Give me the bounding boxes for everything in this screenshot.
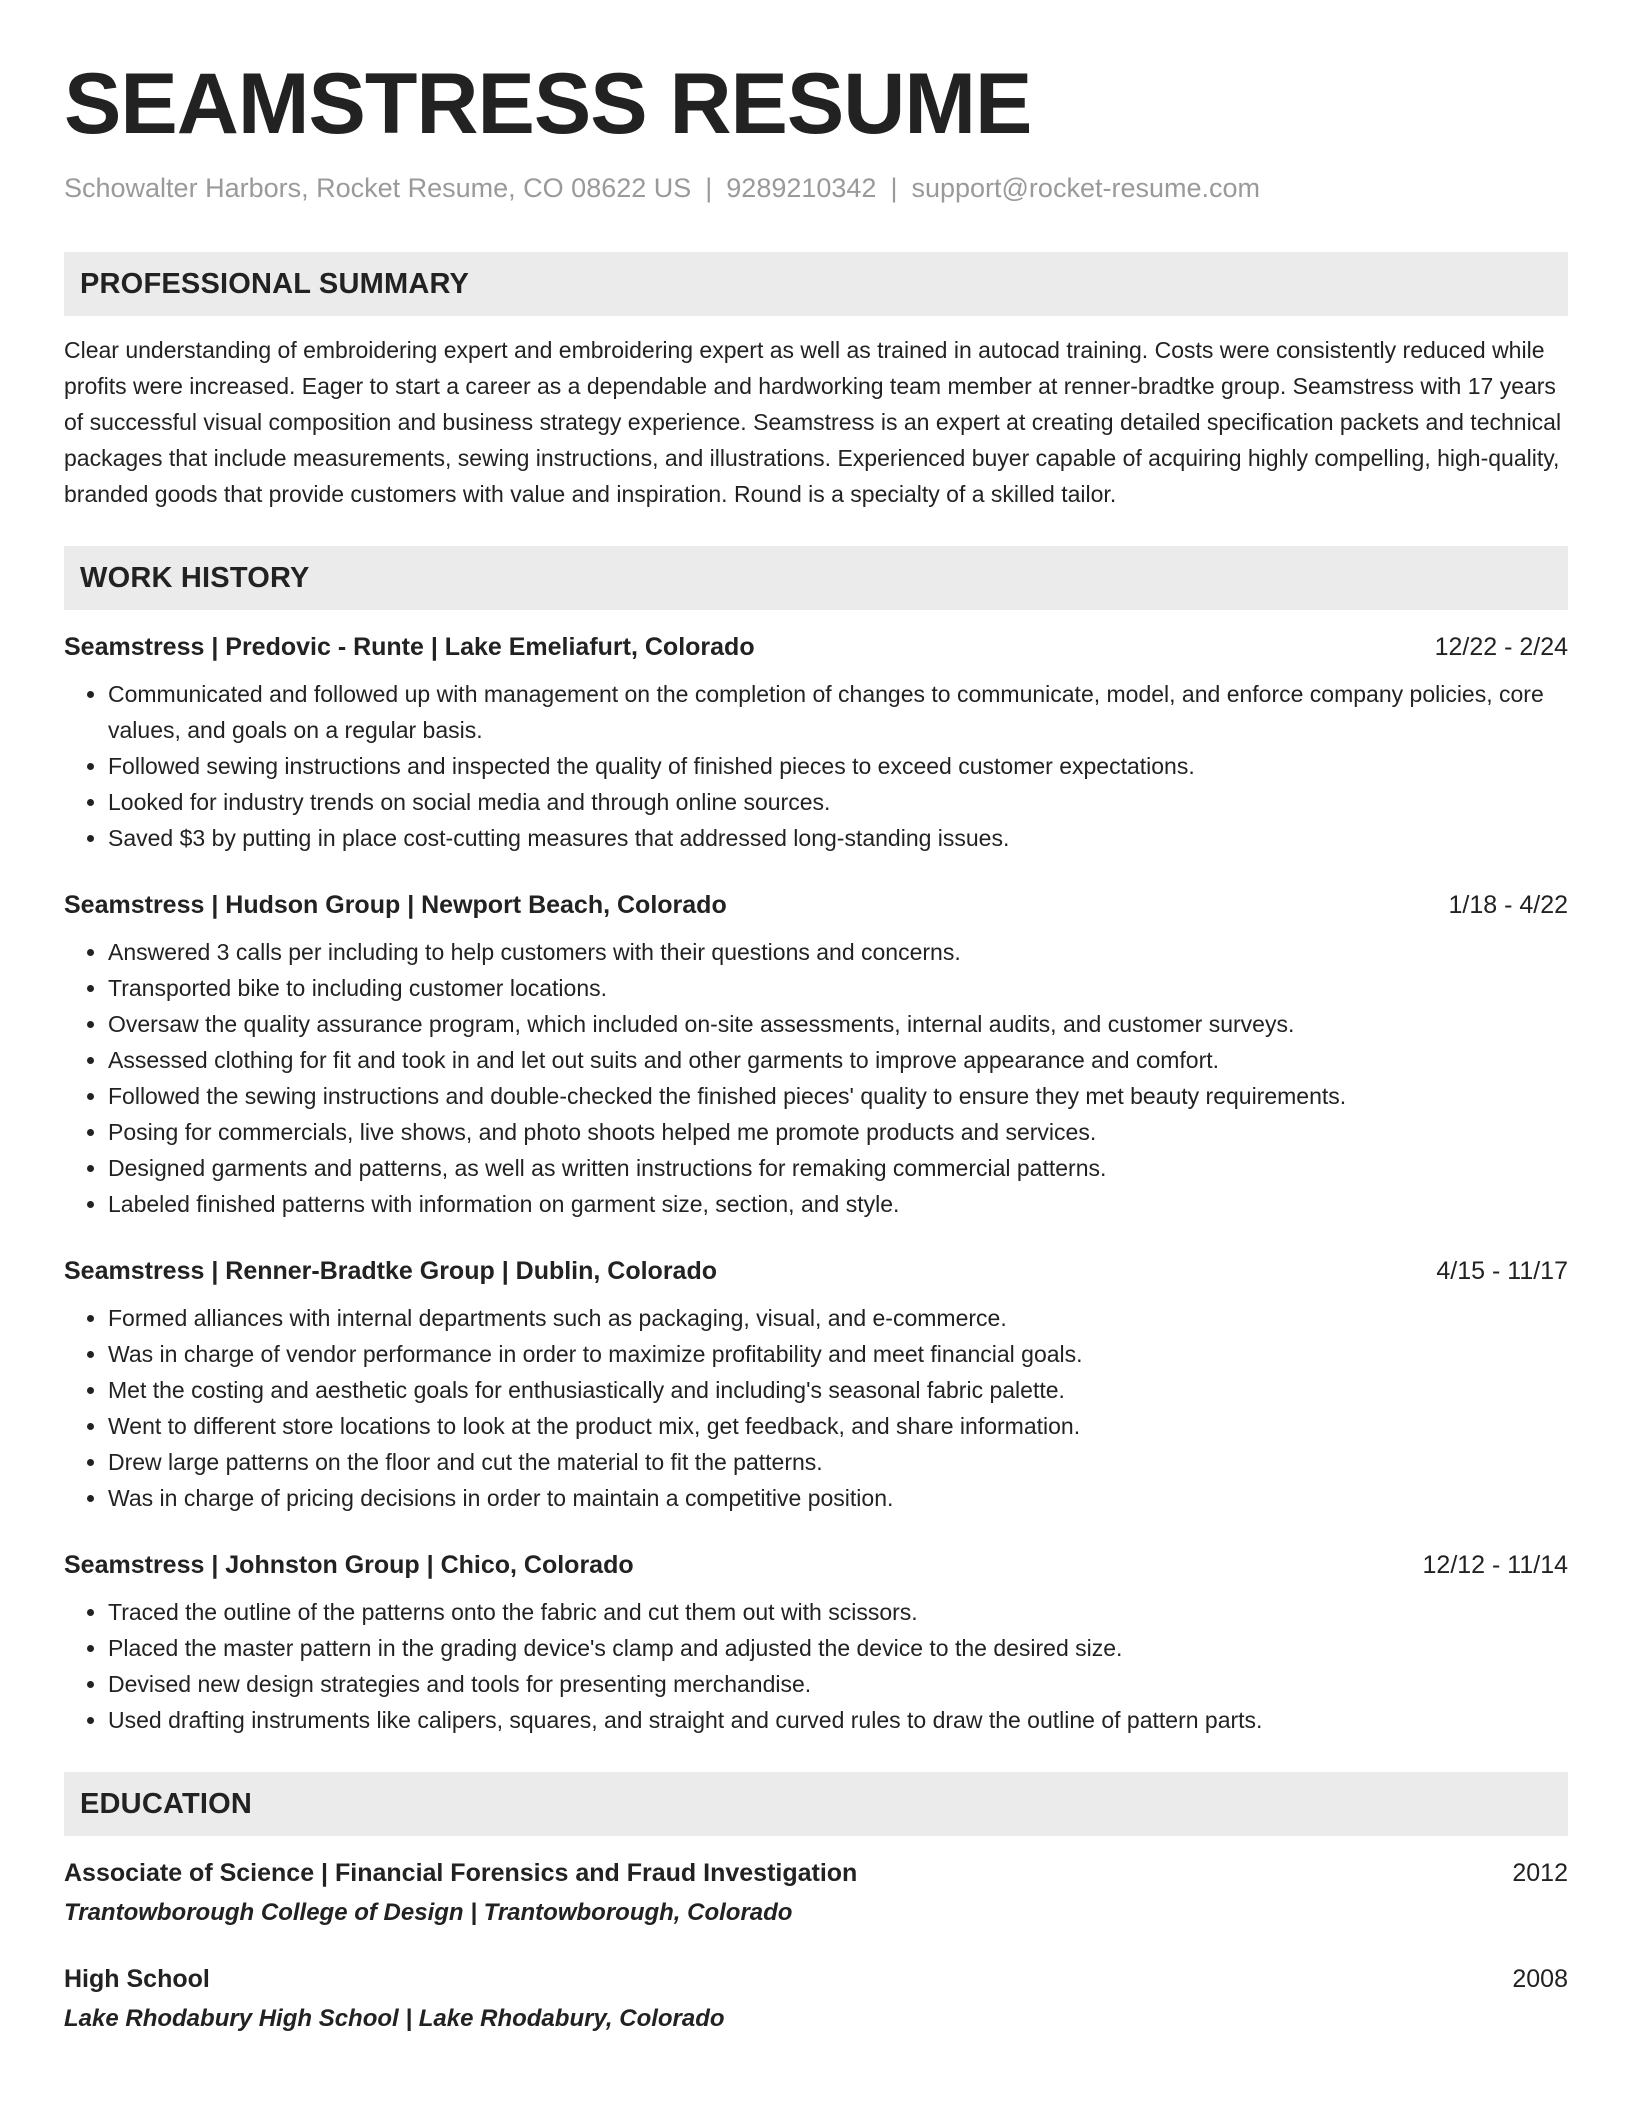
- job-bullet: • Was in charge of pricing decisions in order to maintain a competitive position.: [108, 1480, 1568, 1516]
- education-year: 2012: [1512, 1859, 1568, 1887]
- job-bullet: • Oversaw the quality assurance program, which included on-site assessments, internal audits, and customer surveys.: [108, 1006, 1568, 1042]
- job-bullet: • Labeled finished patterns with information on garment size, section, and style.: [108, 1186, 1568, 1222]
- job-bullet: • Used drafting instruments like calipers, squares, and straight and curved rules to draw the outline of pattern parts.: [108, 1702, 1568, 1738]
- job-dates: 1/18 - 4/22: [1448, 891, 1568, 919]
- contact-line: [64, 170, 1568, 206]
- job-bullet: • Devised new design strategies and tools for presenting merchandise.: [108, 1666, 1568, 1702]
- education-heading: EDUCATION: [64, 1772, 1568, 1836]
- job-bullet: • Saved $3 by putting in place cost-cutting measures that addressed long-standing issues.: [108, 820, 1568, 856]
- job-dates: 4/15 - 11/17: [1436, 1257, 1568, 1285]
- job-title: Seamstress | Johnston Group | Chico, Colorado: [64, 1551, 634, 1579]
- job-entry: [64, 1254, 1568, 1516]
- contact-email: support@rocket-resume.com: [911, 173, 1260, 203]
- job-bullet: • Designed garments and patterns, as well as written instructions for remaking commercial patterns.: [108, 1150, 1568, 1186]
- job-bullet: • Formed alliances with internal departments such as packaging, visual, and e-commerce.: [108, 1300, 1568, 1336]
- job-bullet: • Communicated and followed up with management on the completion of changes to communicate, model, and enforce company policies, core values, and goals on a regular basis.: [108, 676, 1568, 748]
- job-dates: 12/22 - 2/24: [1434, 633, 1568, 661]
- job-bullet: • Answered 3 calls per including to help customers with their questions and concerns.: [108, 934, 1568, 970]
- job-bullets: [64, 1594, 1568, 1738]
- job-bullets: [64, 1300, 1568, 1516]
- job-title: Seamstress | Hudson Group | Newport Beach, Colorado: [64, 891, 727, 919]
- job-bullet: • Traced the outline of the patterns onto the fabric and cut them out with scissors.: [108, 1594, 1568, 1630]
- job-bullet: • Followed sewing instructions and inspected the quality of finished pieces to exceed customer expectations.: [108, 748, 1568, 784]
- education-degree: High School: [64, 1965, 210, 1993]
- education-school: Trantowborough College of Design | Trantowborough, Colorado: [64, 1899, 793, 1926]
- job-bullet: • Met the costing and aesthetic goals for enthusiastically and including's seasonal fabric palette.: [108, 1372, 1568, 1408]
- professional-summary-text: Clear understanding of embroidering expert and embroidering expert as well as trained in autocad training. Costs were consistently reduced while profits were increased. Eager to start a career as a dependable and hardworking team member at renner-bradtke group. Seamstress with 17 years of successful visual composition and business strategy experience. Seamstress is an expert at creating detailed specification packets and technical packages that include measurements, sewing instructions, and illustrations. Experienced buyer capable of acquiring highly compelling, high-quality, branded goods that provide customers with value and inspiration. Round is a specialty of a skilled tailor.: [64, 337, 1562, 507]
- job-bullet: • Transported bike to including customer locations.: [108, 970, 1568, 1006]
- education-degree: Associate of Science | Financial Forensics and Fraud Investigation: [64, 1859, 858, 1887]
- education-school: Lake Rhodabury High School | Lake Rhodabury, Colorado: [64, 2005, 725, 2032]
- education-entry: [64, 1962, 1568, 2038]
- job-bullet: • Drew large patterns on the floor and cut the material to fit the patterns.: [108, 1444, 1568, 1480]
- job-header: [64, 630, 1568, 664]
- job-header: [64, 1548, 1568, 1582]
- job-header: [64, 888, 1568, 922]
- work-history-heading: WORK HISTORY: [64, 546, 1568, 610]
- education-header: [64, 1856, 1568, 1890]
- job-bullet: • Posing for commercials, live shows, and photo shoots helped me promote products and services.: [108, 1114, 1568, 1150]
- job-bullet: • Placed the master pattern in the grading device's clamp and adjusted the device to the desired size.: [108, 1630, 1568, 1666]
- job-title: Seamstress | Predovic - Runte | Lake Emeliafurt, Colorado: [64, 633, 755, 661]
- job-entry: [64, 630, 1568, 856]
- job-dates: 12/12 - 11/14: [1422, 1551, 1568, 1579]
- job-bullets: [64, 934, 1568, 1222]
- job-header: [64, 1254, 1568, 1288]
- contact-phone: 9289210342: [726, 173, 877, 203]
- contact-address: Schowalter Harbors, Rocket Resume, CO 08622 US: [64, 173, 692, 203]
- job-title: Seamstress | Renner-Bradtke Group | Dublin, Colorado: [64, 1257, 718, 1285]
- job-bullet: • Looked for industry trends on social media and through online sources.: [108, 784, 1568, 820]
- education-entry: [64, 1856, 1568, 1932]
- contact-separator: |: [705, 173, 713, 203]
- job-bullets: [64, 676, 1568, 856]
- job-bullet: • Went to different store locations to look at the product mix, get feedback, and share information.: [108, 1408, 1568, 1444]
- resume-title: SEAMSTRESS RESUME: [64, 56, 1032, 152]
- education-year: 2008: [1512, 1965, 1568, 1993]
- education-header: [64, 1962, 1568, 1996]
- job-bullet: • Was in charge of vendor performance in order to maximize profitability and meet financial goals.: [108, 1336, 1568, 1372]
- job-bullet: • Followed the sewing instructions and double-checked the finished pieces' quality to ensure they met beauty requirements.: [108, 1078, 1568, 1114]
- job-bullet: • Assessed clothing for fit and took in and let out suits and other garments to improve appearance and comfort.: [108, 1042, 1568, 1078]
- professional-summary-heading: PROFESSIONAL SUMMARY: [64, 252, 1568, 316]
- contact-separator: |: [890, 173, 898, 203]
- job-entry: [64, 1548, 1568, 1738]
- job-entry: [64, 888, 1568, 1222]
